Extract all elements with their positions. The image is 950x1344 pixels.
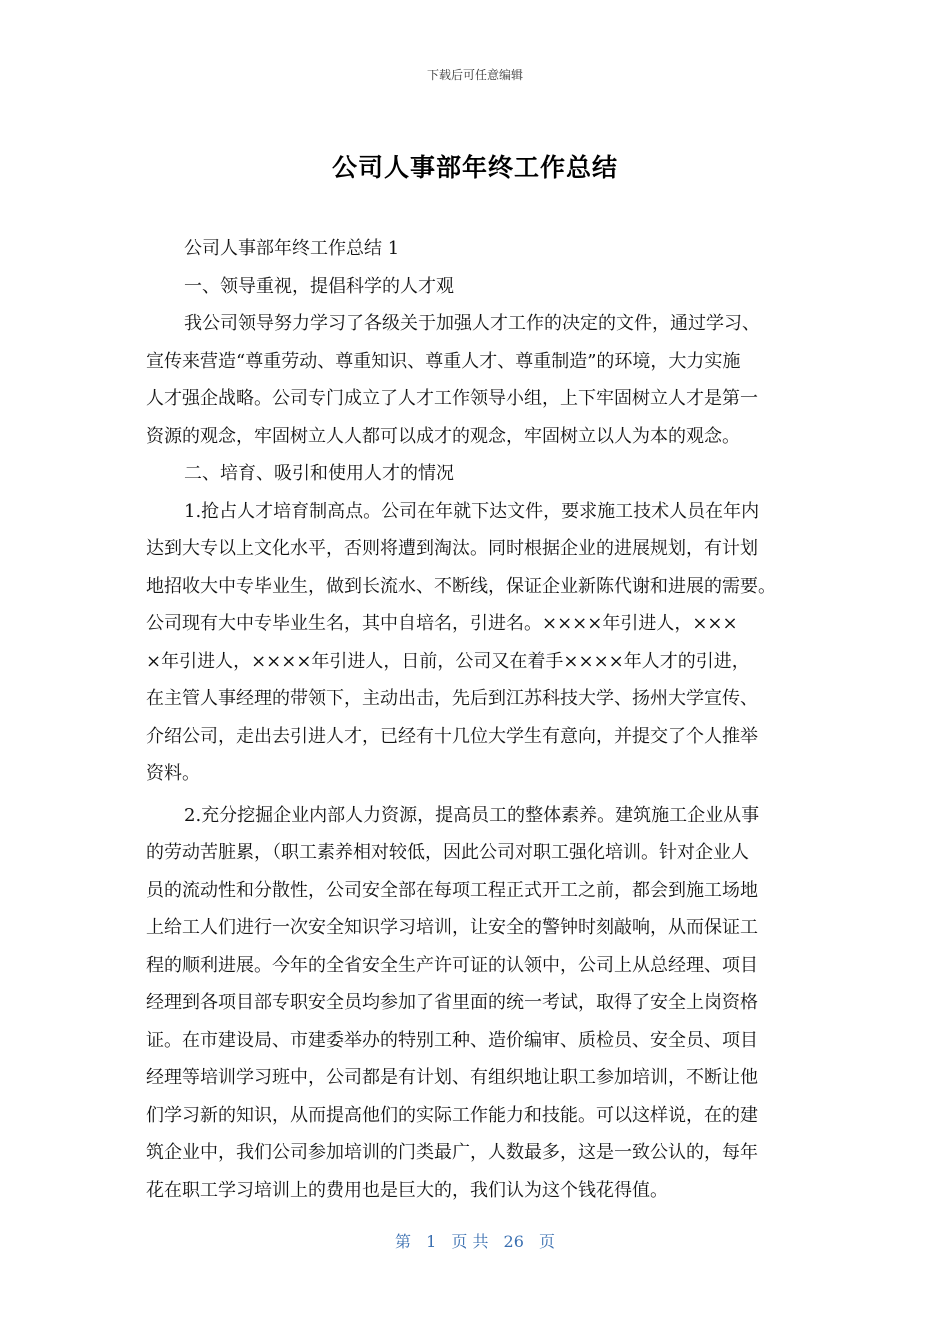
paragraph-line: 证。在市建设局、市建委举办的特别工种、造价编审、质检员、安全员、项目 [146, 1029, 758, 1051]
paragraph [146, 493, 806, 793]
paragraph [146, 797, 806, 1210]
paragraph-line: 们学习新的知识，从而提高他们的实际工作能力和技能。可以这样说，在的建 [146, 1104, 758, 1126]
paragraph [146, 305, 806, 455]
footer-suffix: 页 [539, 1232, 556, 1251]
footer-current-page: 1 [426, 1232, 437, 1251]
paragraph-line: 1.抢占人才培育制高点。公司在年就下达文件，要求施工技术人员在年内 [184, 500, 760, 522]
paragraph-line: 的劳动苦脏累，（职工素养相对较低，因此公司对职工强化培训。针对企业人 [146, 842, 749, 863]
paragraph-line: 人才强企战略。公司专门成立了人才工作领导小组，上下牢固树立人才是第一 [146, 388, 758, 409]
paragraph-line: 达到大专以上文化水平，否则将遭到淘汰。同时根据企业的进展规划，有计划 [146, 538, 758, 559]
paragraph-line: 资源的观念，牢固树立人人都可以成才的观念，牢固树立以人为本的观念。 [146, 425, 740, 447]
paragraph-line: 地招收大中专毕业生，做到长流水、不断线，保证企业新陈代谢和进展的需要。 [146, 575, 776, 597]
paragraph-line: 公司现有大中专毕业生名，其中自培名，引进名。××××年引进人，××× [146, 613, 738, 634]
paragraph-line: 介绍公司，走出去引进人才，已经有十几位大学生有意向，并提交了个人推举 [146, 725, 758, 747]
paragraph-line: 2.充分挖掘企业内部人力资源，提高员工的整体素养。建筑施工企业从事 [184, 804, 760, 826]
paragraph-line: 花在职工学习培训上的费用也是巨大的，我们认为这个钱花得值。 [146, 1179, 668, 1201]
paragraph-line: 我公司领导努力学习了各级关于加强人才工作的决定的文件，通过学习、 [184, 313, 760, 334]
page-footer [0, 1229, 950, 1252]
paragraph-line: 程的顺利进展。今年的全省安全生产许可证的认领中，公司上从总经理、项目 [146, 954, 758, 976]
paragraph-line: 资料。 [146, 763, 200, 784]
footer-total-pages: 26 [503, 1232, 524, 1251]
footer-prefix: 第 [394, 1232, 411, 1251]
paragraph-line: 经理等培训学习班中，公司都是有计划、有组织地让职工参加培训，不断让他 [146, 1067, 758, 1088]
paragraph-line: 经理到各项目部专职安全员均参加了省里面的统一考试，取得了安全上岗资格 [146, 992, 758, 1013]
document-body [146, 230, 806, 1209]
paragraph-line: 员的流动性和分散性，公司安全部在每项工程正式开工之前，都会到施工场地 [146, 879, 758, 901]
section-heading: 一、领导重视，提倡科学的人才观 [184, 275, 454, 297]
paragraph-line: 在主管人事经理的带领下，主动出击，先后到江苏科技大学、扬州大学宣传、 [146, 688, 758, 709]
section-heading: 二、培育、吸引和使用人才的情况 [184, 463, 454, 484]
section-heading: 公司人事部年终工作总结 1 [184, 238, 400, 259]
header-note: 下载后可任意编辑 [426, 68, 523, 82]
footer-middle: 页 共 [451, 1232, 489, 1251]
paragraph-line: 宣传来营造“尊重劳动、尊重知识、尊重人才、尊重制造”的环境，大力实施 [146, 350, 741, 372]
paragraph-line: 筑企业中，我们公司参加培训的门类最广，人数最多，这是一致公认的，每年 [146, 1142, 758, 1163]
paragraph-line: ×年引进人，××××年引进人，日前，公司又在着手××××年人才的引进， [146, 650, 750, 672]
document-title: 公司人事部年终工作总结 [331, 153, 618, 182]
paragraph-line: 上给工人们进行一次安全知识学习培训，让安全的警钟时刻敲响，从而保证工 [146, 917, 758, 938]
